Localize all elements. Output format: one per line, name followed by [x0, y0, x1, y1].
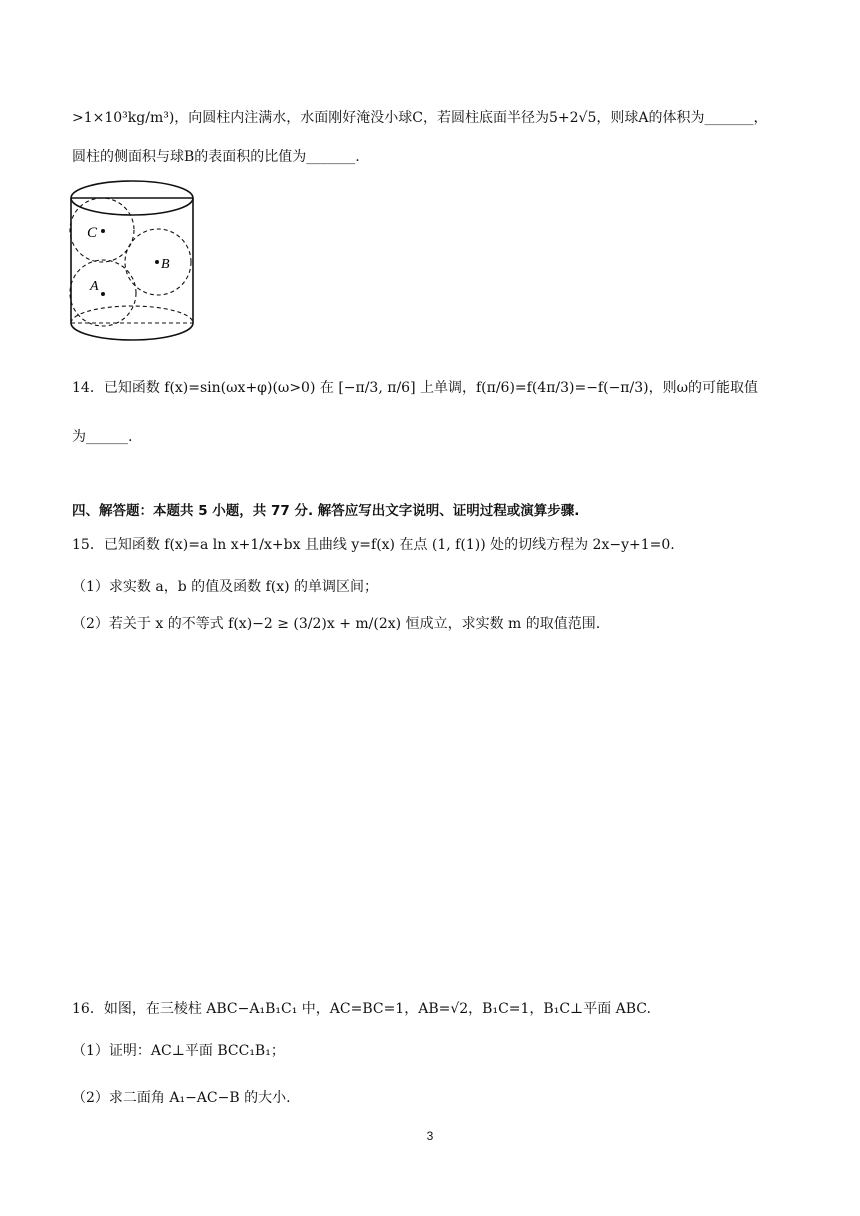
label-a: A — [90, 279, 99, 294]
q13-line-2: 圆柱的侧面积与球B的表面积的比值为_______. — [72, 149, 360, 165]
q16-part-2: （2）求二面角 A₁−AC−B 的大小. — [72, 1090, 291, 1106]
cylinder-bottom-front — [71, 323, 193, 340]
page-number: 3 — [426, 1129, 434, 1143]
cylinder-spheres-figure — [66, 178, 198, 346]
q15-part-1: （1）求实数 a，b 的值及函数 f(x) 的单调区间； — [72, 579, 379, 595]
cylinder-diagram — [66, 178, 198, 346]
sphere-a-center — [101, 292, 105, 296]
label-b: B — [161, 257, 170, 272]
q16-stem: 16．如图，在三棱柱 ABC−A₁B₁C₁ 中，AC=BC=1，AB=√2，B₁C=1，B₁C⊥平面 ABC. — [72, 1001, 651, 1017]
q14-line-2: 为______. — [72, 429, 133, 445]
sphere-b-center — [155, 260, 159, 264]
sphere-c-center — [101, 229, 105, 233]
q14-line-1: 14．已知函数 f(x)=sin(ωx+φ)(ω>0) 在 [−π/3, π/6] 上单调，f(π/6)=f(4π/3)=−f(−π/3)，则ω的可能取值 — [72, 380, 759, 396]
label-c: C — [87, 225, 98, 241]
q15-stem: 15．已知函数 f(x)=a ln x+1/x+bx 且曲线 y=f(x) 在点 (1, f(1)) 处的切线方程为 2x−y+1=0. — [72, 537, 675, 553]
q13-line-1: >1×10³kg/m³)，向圆柱内注满水，水面刚好淹没小球C，若圆柱底面半径为5+2√5，则球A的体积为_______， — [72, 110, 768, 126]
q16-part-1: （1）证明：AC⊥平面 BCC₁B₁； — [72, 1043, 285, 1059]
q15-part-2: （2）若关于 x 的不等式 f(x)−2 ≥ (3/2)x + m/(2x) 恒成立，求实数 m 的取值范围. — [72, 616, 601, 632]
section-4-heading: 四、解答题：本题共 5 小题，共 77 分. 解答应写出文字说明、证明过程或演算步骤. — [72, 503, 580, 519]
